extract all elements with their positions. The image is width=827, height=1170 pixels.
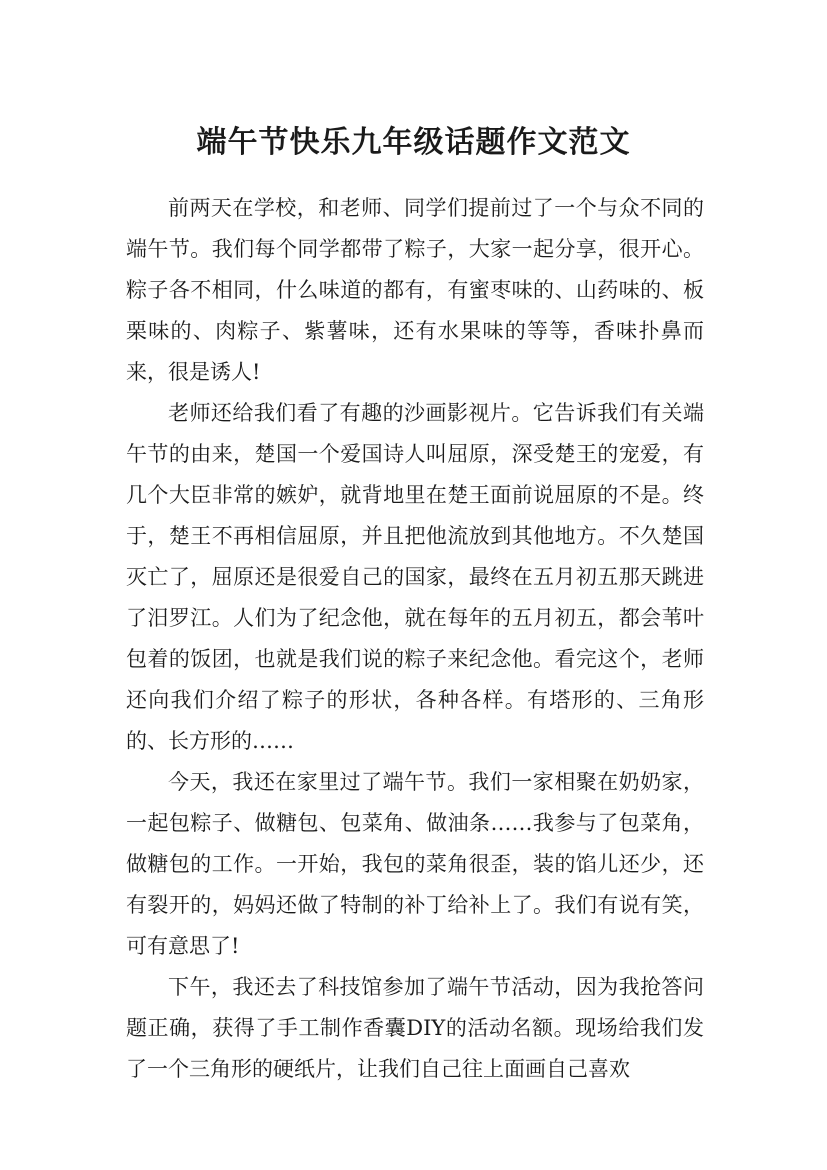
page-title: 端午节快乐九年级话题作文范文	[196, 125, 631, 161]
essay-body	[126, 188, 704, 1090]
paragraph-2: 老师还给我们看了有趣的沙画影视片。它告诉我们有关端午节的由来，楚国一个爱国诗人叫屈原，深受楚王的宠爱，有几个大臣非常的嫉妒，就背地里在楚王面前说屈原的不是。终于，楚王不再相信屈原，并且把他流放到其他地方。不久楚国灭亡了，屈原还是很爱自己的国家，最终在五月初五那天跳进了汨罗江。人们为了纪念他，就在每年的五月初五，都会苇叶包着的饭团，也就是我们说的粽子来纪念他。看完这个，老师还向我们介绍了粽子的形状，各种各样。有塔形的、三角形的、长方形的……	[126, 401, 704, 753]
paragraph-1: 前两天在学校，和老师、同学们提前过了一个与众不同的端午节。我们每个同学都带了粽子，大家一起分享，很开心。粽子各不相同，什么味道的都有，有蜜枣味的、山药味的、板栗味的、肉粽子、紫薯味，还有水果味的等等，香味扑鼻而来，很是诱人!	[126, 196, 704, 384]
paragraph-4: 下午，我还去了科技馆参加了端午节活动，因为我抢答问题正确，获得了手工制作香囊DIY的活动名额。现场给我们发了一个三角形的硬纸片，让我们自己往上面画自己喜欢	[126, 975, 704, 1081]
paragraph-3: 今天，我还在家里过了端午节。我们一家相聚在奶奶家，一起包粽子、做糖包、包菜角、做油条……我参与了包菜角，做糖包的工作。一开始，我包的菜角很歪，装的馅儿还少，还有裂开的，妈妈还做了特制的补丁给补上了。我们有说有笑，可有意思了!	[126, 770, 704, 958]
